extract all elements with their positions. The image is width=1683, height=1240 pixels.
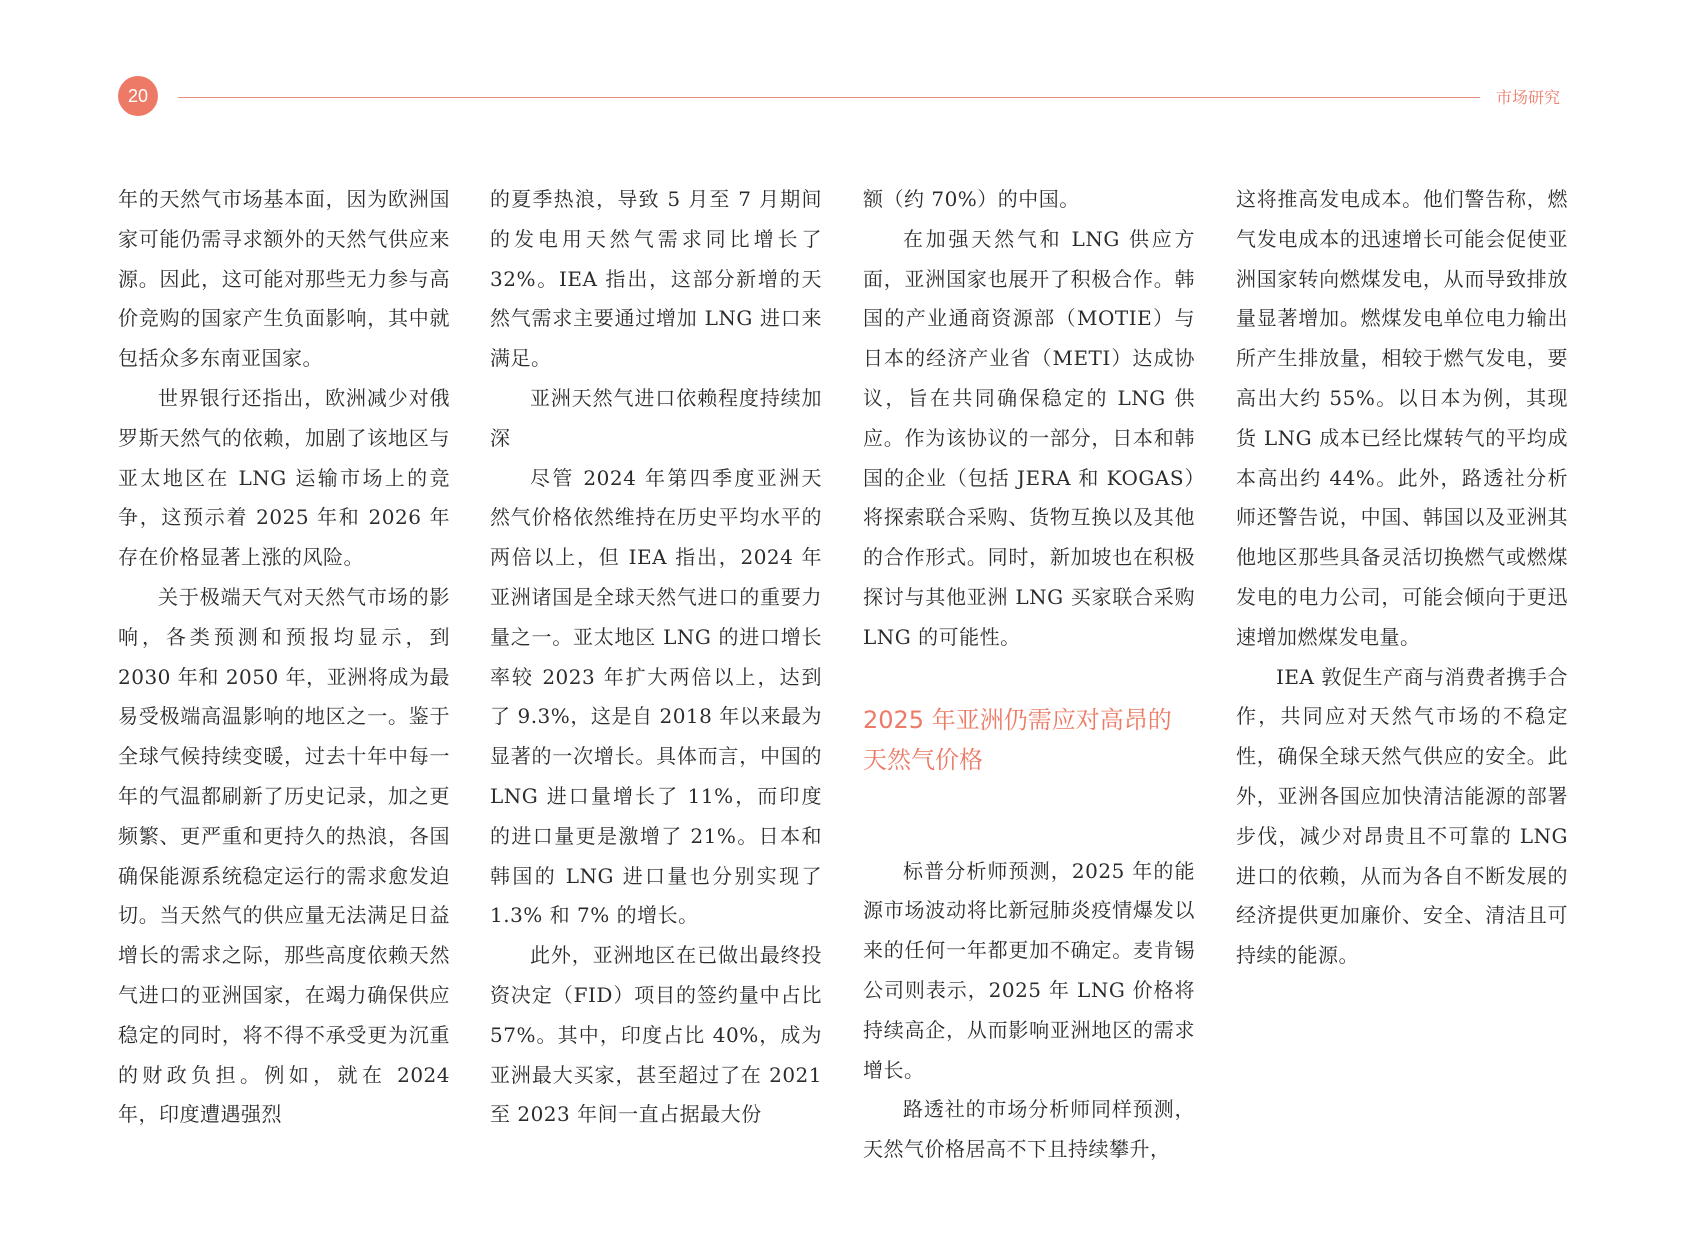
- text-column-3: [863, 180, 1195, 1170]
- header-divider: [178, 97, 1480, 98]
- paragraph: IEA 敦促生产商与消费者携手合作，共同应对天然气市场的不稳定性，确保全球天然气供应的安全。此外，亚洲各国应加快清洁能源的部署步伐，减少对昂贵且不可靠的 LNG 进口的依赖，从而为各自不断发展的经济提供更加廉价、安全、清洁且可持续的能源。: [1236, 664, 1568, 968]
- paragraph: 在加强天然气和 LNG 供应方面，亚洲国家也展开了积极合作。韩国的产业通商资源部（MOTIE）与日本的经济产业省（METI）达成协议，旨在共同确保稳定的 LNG 供应。作为该协议的一部分，日本和韩国的企业（包括 JERA 和 KOGAS）将探索联合采购、货物互换以及其他的合作形式。同时，新加坡也在积极探讨与其他亚洲 LNG 买家联合采购 LNG 的可能性。: [863, 226, 1195, 649]
- paragraph: 此外，亚洲地区在已做出最终投资决定（FID）项目的签约量中占比 57%。其中，印度占比 40%，成为亚洲最大买家，甚至超过了在 2021 至 2023 年间一直占据最大份: [490, 943, 822, 1127]
- paragraph: 这将推高发电成本。他们警告称，燃气发电成本的迅速增长可能会促使亚洲国家转向燃煤发电，从而导致排放量显著增加。燃煤发电单位电力输出所产生排放量，相较于燃气发电，要高出大约 55%。以日本为例，其现货 LNG 成本已经比煤转气的平均成本高出约 44%。此外，路透社分析师还警告说，中国、韩国以及亚洲其他地区那些具备灵活切换燃气或燃煤发电的电力公司，可能会倾向于更迅速增加燃煤发电量。: [1236, 187, 1568, 649]
- text-column-2: [490, 180, 822, 1135]
- text-column-4: [1236, 180, 1568, 976]
- page-number-badge: 20: [118, 76, 158, 116]
- paragraph: 标普分析师预测，2025 年的能源市场波动将比新冠肺炎疫情爆发以来的任何一年都更加不确定。麦肯锡公司则表示，2025 年 LNG 价格将持续高企，从而影响亚洲地区的需求增长。: [863, 858, 1195, 1082]
- paragraph: 关于极端天气对天然气市场的影响，各类预测和预报均显示，到 2030 年和 2050 年，亚洲将成为最易受极端高温影响的地区之一。鉴于全球气候持续变暖，过去十年中每一年的气温都刷新了历史记录，加之更频繁、更严重和更持久的热浪，各国确保能源系统稳定运行的需求愈发迫切。当天然气的供应量无法满足日益增长的需求之际，那些高度依赖天然气进口的亚洲国家，在竭力确保供应稳定的同时，将不得不承受更为沉重的财政负担。例如，就在 2024 年，印度遭遇强烈: [118, 584, 450, 1127]
- paragraph: 额（约 70%）的中国。: [863, 187, 1080, 211]
- paragraph: 的夏季热浪，导致 5 月至 7 月期间的发电用天然气需求同比增长了 32%。IEA 指出，这部分新增的天然气需求主要通过增加 LNG 进口来满足。: [490, 187, 822, 371]
- paragraph: 路透社的市场分析师同样预测，天然气价格居高不下且持续攀升，: [863, 1097, 1195, 1162]
- paragraph: 世界银行还指出，欧洲减少对俄罗斯天然气的依赖，加剧了该地区与亚太地区在 LNG 运输市场上的竞争，这预示着 2025 年和 2026 年存在价格显著上涨的风险。: [118, 385, 450, 570]
- section-heading: 2025 年亚洲仍需应对高昂的天然气价格: [863, 705, 1172, 774]
- paragraph: 年的天然气市场基本面，因为欧洲国家可能仍需寻求额外的天然气供应来源。因此，这可能对那些无力参与高价竞购的国家产生负面影响，其中就包括众多东南亚国家。: [118, 187, 450, 371]
- text-column-1: [118, 180, 450, 1135]
- subheading-paragraph: 亚洲天然气进口依赖程度持续加深: [490, 385, 822, 450]
- section-title: 市场研究: [1496, 88, 1561, 107]
- paragraph: 尽管 2024 年第四季度亚洲天然气价格依然维持在历史平均水平的两倍以上，但 IEA 指出，2024 年亚洲诸国是全球天然气进口的重要力量之一。亚太地区 LNG 的进口增长率较 2023 年扩大两倍以上，达到了 9.3%，这是自 2018 年以来最为显著的一次增长。具体而言，中国的 LNG 进口量增长了 11%，而印度的进口量更是激增了 21%。日本和韩国的 LNG 进口量也分别实现了 1.3% 和 7% 的增长。: [490, 465, 822, 928]
